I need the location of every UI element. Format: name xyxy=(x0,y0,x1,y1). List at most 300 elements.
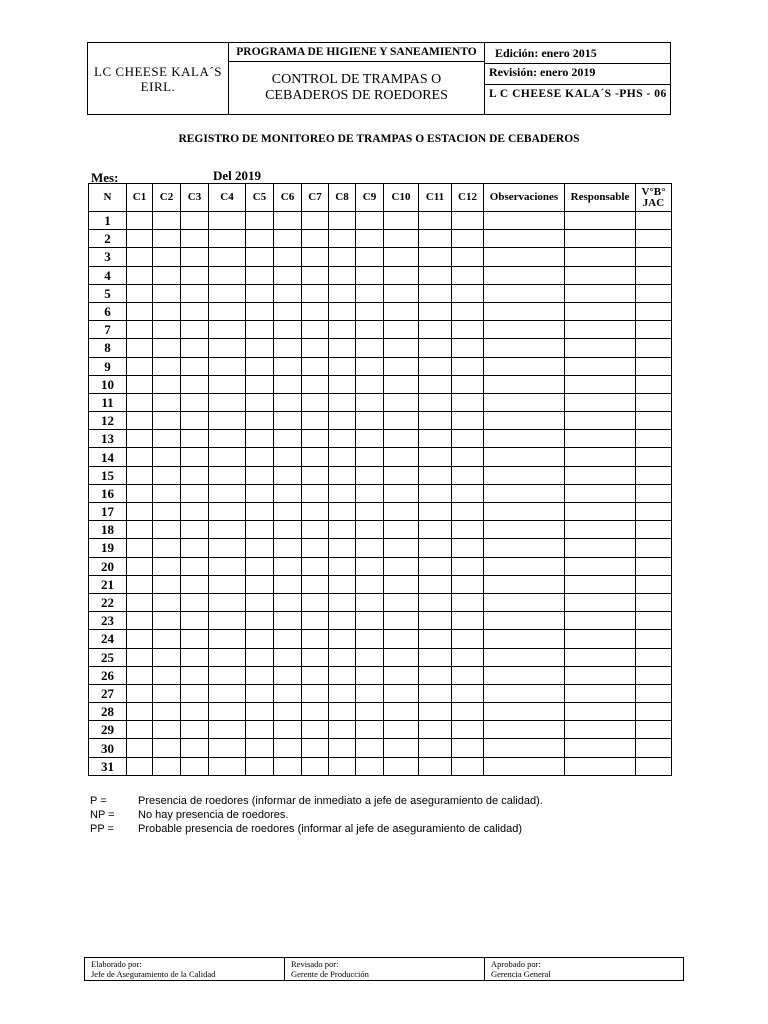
entry-cell[interactable] xyxy=(384,539,419,557)
entry-cell[interactable] xyxy=(153,684,181,702)
entry-cell[interactable] xyxy=(452,484,484,502)
entry-cell[interactable] xyxy=(181,393,209,411)
entry-cell[interactable] xyxy=(452,575,484,593)
entry-cell[interactable] xyxy=(419,539,452,557)
entry-cell[interactable] xyxy=(329,521,356,539)
entry-cell[interactable] xyxy=(329,466,356,484)
entry-cell[interactable] xyxy=(452,557,484,575)
entry-cell[interactable] xyxy=(452,302,484,320)
entry-cell[interactable] xyxy=(246,521,274,539)
entry-cell[interactable] xyxy=(153,448,181,466)
entry-cell[interactable] xyxy=(127,284,153,302)
entry-cell[interactable] xyxy=(384,557,419,575)
entry-cell[interactable] xyxy=(329,648,356,666)
entry-cell[interactable] xyxy=(246,284,274,302)
entry-cell[interactable] xyxy=(209,593,246,611)
entry-cell[interactable] xyxy=(484,648,565,666)
entry-cell[interactable] xyxy=(246,630,274,648)
entry-cell[interactable] xyxy=(356,739,384,757)
entry-cell[interactable] xyxy=(209,739,246,757)
entry-cell[interactable] xyxy=(419,466,452,484)
entry-cell[interactable] xyxy=(636,593,672,611)
entry-cell[interactable] xyxy=(384,321,419,339)
entry-cell[interactable] xyxy=(636,448,672,466)
entry-cell[interactable] xyxy=(246,575,274,593)
entry-cell[interactable] xyxy=(484,466,565,484)
entry-cell[interactable] xyxy=(636,375,672,393)
entry-cell[interactable] xyxy=(452,539,484,557)
entry-cell[interactable] xyxy=(636,630,672,648)
entry-cell[interactable] xyxy=(565,375,636,393)
entry-cell[interactable] xyxy=(419,757,452,775)
entry-cell[interactable] xyxy=(356,412,384,430)
entry-cell[interactable] xyxy=(384,739,419,757)
entry-cell[interactable] xyxy=(329,684,356,702)
entry-cell[interactable] xyxy=(302,430,329,448)
entry-cell[interactable] xyxy=(356,375,384,393)
entry-cell[interactable] xyxy=(329,630,356,648)
entry-cell[interactable] xyxy=(565,321,636,339)
entry-cell[interactable] xyxy=(329,357,356,375)
entry-cell[interactable] xyxy=(181,212,209,230)
entry-cell[interactable] xyxy=(484,630,565,648)
entry-cell[interactable] xyxy=(484,266,565,284)
entry-cell[interactable] xyxy=(452,393,484,411)
entry-cell[interactable] xyxy=(274,266,302,284)
entry-cell[interactable] xyxy=(636,721,672,739)
entry-cell[interactable] xyxy=(329,430,356,448)
entry-cell[interactable] xyxy=(636,648,672,666)
entry-cell[interactable] xyxy=(127,503,153,521)
entry-cell[interactable] xyxy=(127,266,153,284)
entry-cell[interactable] xyxy=(127,375,153,393)
entry-cell[interactable] xyxy=(452,284,484,302)
entry-cell[interactable] xyxy=(209,412,246,430)
entry-cell[interactable] xyxy=(356,648,384,666)
entry-cell[interactable] xyxy=(565,284,636,302)
entry-cell[interactable] xyxy=(384,684,419,702)
entry-cell[interactable] xyxy=(419,684,452,702)
entry-cell[interactable] xyxy=(274,593,302,611)
entry-cell[interactable] xyxy=(302,648,329,666)
entry-cell[interactable] xyxy=(127,757,153,775)
entry-cell[interactable] xyxy=(384,521,419,539)
entry-cell[interactable] xyxy=(127,302,153,320)
entry-cell[interactable] xyxy=(452,448,484,466)
entry-cell[interactable] xyxy=(302,721,329,739)
entry-cell[interactable] xyxy=(329,575,356,593)
entry-cell[interactable] xyxy=(384,248,419,266)
entry-cell[interactable] xyxy=(246,230,274,248)
entry-cell[interactable] xyxy=(153,703,181,721)
entry-cell[interactable] xyxy=(127,521,153,539)
entry-cell[interactable] xyxy=(329,266,356,284)
entry-cell[interactable] xyxy=(419,266,452,284)
entry-cell[interactable] xyxy=(209,302,246,320)
entry-cell[interactable] xyxy=(356,684,384,702)
entry-cell[interactable] xyxy=(419,430,452,448)
entry-cell[interactable] xyxy=(302,448,329,466)
entry-cell[interactable] xyxy=(246,684,274,702)
entry-cell[interactable] xyxy=(565,557,636,575)
entry-cell[interactable] xyxy=(181,466,209,484)
entry-cell[interactable] xyxy=(565,648,636,666)
entry-cell[interactable] xyxy=(181,648,209,666)
entry-cell[interactable] xyxy=(329,339,356,357)
entry-cell[interactable] xyxy=(209,503,246,521)
entry-cell[interactable] xyxy=(419,648,452,666)
entry-cell[interactable] xyxy=(181,703,209,721)
entry-cell[interactable] xyxy=(181,666,209,684)
entry-cell[interactable] xyxy=(484,448,565,466)
entry-cell[interactable] xyxy=(246,503,274,521)
entry-cell[interactable] xyxy=(452,266,484,284)
entry-cell[interactable] xyxy=(565,484,636,502)
entry-cell[interactable] xyxy=(246,248,274,266)
entry-cell[interactable] xyxy=(452,757,484,775)
entry-cell[interactable] xyxy=(274,430,302,448)
entry-cell[interactable] xyxy=(181,612,209,630)
entry-cell[interactable] xyxy=(636,484,672,502)
entry-cell[interactable] xyxy=(419,284,452,302)
entry-cell[interactable] xyxy=(356,503,384,521)
entry-cell[interactable] xyxy=(127,212,153,230)
entry-cell[interactable] xyxy=(356,230,384,248)
entry-cell[interactable] xyxy=(384,412,419,430)
entry-cell[interactable] xyxy=(127,412,153,430)
entry-cell[interactable] xyxy=(384,357,419,375)
entry-cell[interactable] xyxy=(452,648,484,666)
entry-cell[interactable] xyxy=(302,484,329,502)
entry-cell[interactable] xyxy=(329,503,356,521)
entry-cell[interactable] xyxy=(246,321,274,339)
entry-cell[interactable] xyxy=(356,593,384,611)
entry-cell[interactable] xyxy=(565,393,636,411)
entry-cell[interactable] xyxy=(636,539,672,557)
entry-cell[interactable] xyxy=(636,284,672,302)
entry-cell[interactable] xyxy=(153,757,181,775)
entry-cell[interactable] xyxy=(356,302,384,320)
entry-cell[interactable] xyxy=(246,466,274,484)
entry-cell[interactable] xyxy=(452,430,484,448)
entry-cell[interactable] xyxy=(452,739,484,757)
entry-cell[interactable] xyxy=(484,484,565,502)
entry-cell[interactable] xyxy=(246,357,274,375)
entry-cell[interactable] xyxy=(302,302,329,320)
entry-cell[interactable] xyxy=(246,412,274,430)
entry-cell[interactable] xyxy=(484,284,565,302)
entry-cell[interactable] xyxy=(384,284,419,302)
entry-cell[interactable] xyxy=(356,466,384,484)
entry-cell[interactable] xyxy=(127,612,153,630)
entry-cell[interactable] xyxy=(565,339,636,357)
entry-cell[interactable] xyxy=(302,503,329,521)
entry-cell[interactable] xyxy=(356,539,384,557)
entry-cell[interactable] xyxy=(274,612,302,630)
entry-cell[interactable] xyxy=(384,484,419,502)
entry-cell[interactable] xyxy=(209,393,246,411)
entry-cell[interactable] xyxy=(209,212,246,230)
entry-cell[interactable] xyxy=(356,575,384,593)
entry-cell[interactable] xyxy=(127,703,153,721)
entry-cell[interactable] xyxy=(356,393,384,411)
entry-cell[interactable] xyxy=(246,375,274,393)
entry-cell[interactable] xyxy=(565,503,636,521)
entry-cell[interactable] xyxy=(484,703,565,721)
entry-cell[interactable] xyxy=(209,357,246,375)
entry-cell[interactable] xyxy=(565,266,636,284)
entry-cell[interactable] xyxy=(384,393,419,411)
entry-cell[interactable] xyxy=(419,703,452,721)
entry-cell[interactable] xyxy=(127,321,153,339)
entry-cell[interactable] xyxy=(209,757,246,775)
entry-cell[interactable] xyxy=(274,739,302,757)
entry-cell[interactable] xyxy=(384,375,419,393)
entry-cell[interactable] xyxy=(153,593,181,611)
entry-cell[interactable] xyxy=(484,612,565,630)
entry-cell[interactable] xyxy=(636,321,672,339)
entry-cell[interactable] xyxy=(419,230,452,248)
entry-cell[interactable] xyxy=(384,666,419,684)
entry-cell[interactable] xyxy=(153,284,181,302)
entry-cell[interactable] xyxy=(127,248,153,266)
entry-cell[interactable] xyxy=(302,630,329,648)
entry-cell[interactable] xyxy=(127,739,153,757)
entry-cell[interactable] xyxy=(636,357,672,375)
entry-cell[interactable] xyxy=(181,357,209,375)
entry-cell[interactable] xyxy=(153,266,181,284)
entry-cell[interactable] xyxy=(565,302,636,320)
entry-cell[interactable] xyxy=(127,339,153,357)
entry-cell[interactable] xyxy=(274,666,302,684)
entry-cell[interactable] xyxy=(329,484,356,502)
entry-cell[interactable] xyxy=(384,430,419,448)
entry-cell[interactable] xyxy=(302,466,329,484)
entry-cell[interactable] xyxy=(636,212,672,230)
entry-cell[interactable] xyxy=(209,539,246,557)
entry-cell[interactable] xyxy=(302,412,329,430)
entry-cell[interactable] xyxy=(565,248,636,266)
entry-cell[interactable] xyxy=(127,684,153,702)
entry-cell[interactable] xyxy=(302,357,329,375)
entry-cell[interactable] xyxy=(274,684,302,702)
entry-cell[interactable] xyxy=(565,466,636,484)
entry-cell[interactable] xyxy=(329,557,356,575)
entry-cell[interactable] xyxy=(274,375,302,393)
entry-cell[interactable] xyxy=(565,703,636,721)
entry-cell[interactable] xyxy=(153,648,181,666)
entry-cell[interactable] xyxy=(246,757,274,775)
entry-cell[interactable] xyxy=(419,321,452,339)
entry-cell[interactable] xyxy=(419,448,452,466)
entry-cell[interactable] xyxy=(274,703,302,721)
entry-cell[interactable] xyxy=(153,575,181,593)
entry-cell[interactable] xyxy=(329,757,356,775)
entry-cell[interactable] xyxy=(329,448,356,466)
entry-cell[interactable] xyxy=(246,612,274,630)
entry-cell[interactable] xyxy=(484,575,565,593)
entry-cell[interactable] xyxy=(452,721,484,739)
entry-cell[interactable] xyxy=(356,521,384,539)
entry-cell[interactable] xyxy=(302,375,329,393)
entry-cell[interactable] xyxy=(356,557,384,575)
entry-cell[interactable] xyxy=(329,593,356,611)
entry-cell[interactable] xyxy=(153,612,181,630)
entry-cell[interactable] xyxy=(419,739,452,757)
entry-cell[interactable] xyxy=(302,612,329,630)
entry-cell[interactable] xyxy=(209,703,246,721)
entry-cell[interactable] xyxy=(302,321,329,339)
entry-cell[interactable] xyxy=(419,212,452,230)
entry-cell[interactable] xyxy=(452,593,484,611)
entry-cell[interactable] xyxy=(484,593,565,611)
entry-cell[interactable] xyxy=(419,630,452,648)
entry-cell[interactable] xyxy=(452,321,484,339)
entry-cell[interactable] xyxy=(484,302,565,320)
entry-cell[interactable] xyxy=(384,339,419,357)
entry-cell[interactable] xyxy=(484,357,565,375)
entry-cell[interactable] xyxy=(636,666,672,684)
entry-cell[interactable] xyxy=(452,503,484,521)
entry-cell[interactable] xyxy=(636,575,672,593)
entry-cell[interactable] xyxy=(181,266,209,284)
entry-cell[interactable] xyxy=(419,339,452,357)
entry-cell[interactable] xyxy=(329,375,356,393)
entry-cell[interactable] xyxy=(452,630,484,648)
entry-cell[interactable] xyxy=(274,630,302,648)
entry-cell[interactable] xyxy=(181,521,209,539)
entry-cell[interactable] xyxy=(565,684,636,702)
entry-cell[interactable] xyxy=(384,630,419,648)
entry-cell[interactable] xyxy=(484,212,565,230)
entry-cell[interactable] xyxy=(209,557,246,575)
entry-cell[interactable] xyxy=(636,703,672,721)
entry-cell[interactable] xyxy=(329,539,356,557)
entry-cell[interactable] xyxy=(153,412,181,430)
entry-cell[interactable] xyxy=(274,503,302,521)
entry-cell[interactable] xyxy=(636,739,672,757)
entry-cell[interactable] xyxy=(302,393,329,411)
entry-cell[interactable] xyxy=(565,593,636,611)
entry-cell[interactable] xyxy=(274,721,302,739)
entry-cell[interactable] xyxy=(356,612,384,630)
entry-cell[interactable] xyxy=(356,703,384,721)
entry-cell[interactable] xyxy=(181,503,209,521)
entry-cell[interactable] xyxy=(636,466,672,484)
entry-cell[interactable] xyxy=(209,648,246,666)
entry-cell[interactable] xyxy=(302,521,329,539)
entry-cell[interactable] xyxy=(419,357,452,375)
entry-cell[interactable] xyxy=(329,721,356,739)
entry-cell[interactable] xyxy=(209,230,246,248)
entry-cell[interactable] xyxy=(246,302,274,320)
entry-cell[interactable] xyxy=(636,430,672,448)
entry-cell[interactable] xyxy=(484,666,565,684)
entry-cell[interactable] xyxy=(153,466,181,484)
entry-cell[interactable] xyxy=(452,375,484,393)
entry-cell[interactable] xyxy=(127,648,153,666)
entry-cell[interactable] xyxy=(565,721,636,739)
entry-cell[interactable] xyxy=(419,612,452,630)
entry-cell[interactable] xyxy=(209,721,246,739)
entry-cell[interactable] xyxy=(452,521,484,539)
entry-cell[interactable] xyxy=(356,666,384,684)
entry-cell[interactable] xyxy=(636,521,672,539)
entry-cell[interactable] xyxy=(274,339,302,357)
entry-cell[interactable] xyxy=(484,248,565,266)
entry-cell[interactable] xyxy=(153,375,181,393)
entry-cell[interactable] xyxy=(209,248,246,266)
entry-cell[interactable] xyxy=(153,321,181,339)
entry-cell[interactable] xyxy=(329,302,356,320)
entry-cell[interactable] xyxy=(329,393,356,411)
entry-cell[interactable] xyxy=(356,321,384,339)
entry-cell[interactable] xyxy=(636,248,672,266)
entry-cell[interactable] xyxy=(181,375,209,393)
entry-cell[interactable] xyxy=(181,539,209,557)
entry-cell[interactable] xyxy=(153,539,181,557)
entry-cell[interactable] xyxy=(384,575,419,593)
entry-cell[interactable] xyxy=(246,484,274,502)
entry-cell[interactable] xyxy=(153,521,181,539)
entry-cell[interactable] xyxy=(484,757,565,775)
entry-cell[interactable] xyxy=(484,230,565,248)
entry-cell[interactable] xyxy=(246,430,274,448)
entry-cell[interactable] xyxy=(153,503,181,521)
entry-cell[interactable] xyxy=(356,266,384,284)
entry-cell[interactable] xyxy=(246,703,274,721)
entry-cell[interactable] xyxy=(302,212,329,230)
entry-cell[interactable] xyxy=(565,357,636,375)
entry-cell[interactable] xyxy=(565,230,636,248)
entry-cell[interactable] xyxy=(302,339,329,357)
entry-cell[interactable] xyxy=(419,721,452,739)
entry-cell[interactable] xyxy=(452,357,484,375)
entry-cell[interactable] xyxy=(302,593,329,611)
entry-cell[interactable] xyxy=(329,230,356,248)
entry-cell[interactable] xyxy=(452,248,484,266)
entry-cell[interactable] xyxy=(419,557,452,575)
entry-cell[interactable] xyxy=(127,393,153,411)
entry-cell[interactable] xyxy=(565,666,636,684)
entry-cell[interactable] xyxy=(452,212,484,230)
entry-cell[interactable] xyxy=(636,302,672,320)
entry-cell[interactable] xyxy=(181,721,209,739)
entry-cell[interactable] xyxy=(209,284,246,302)
entry-cell[interactable] xyxy=(384,648,419,666)
entry-cell[interactable] xyxy=(274,284,302,302)
entry-cell[interactable] xyxy=(329,703,356,721)
entry-cell[interactable] xyxy=(419,248,452,266)
entry-cell[interactable] xyxy=(246,393,274,411)
entry-cell[interactable] xyxy=(565,212,636,230)
entry-cell[interactable] xyxy=(356,448,384,466)
entry-cell[interactable] xyxy=(209,266,246,284)
entry-cell[interactable] xyxy=(274,248,302,266)
entry-cell[interactable] xyxy=(274,302,302,320)
entry-cell[interactable] xyxy=(246,648,274,666)
entry-cell[interactable] xyxy=(181,339,209,357)
entry-cell[interactable] xyxy=(153,339,181,357)
entry-cell[interactable] xyxy=(419,521,452,539)
entry-cell[interactable] xyxy=(419,302,452,320)
entry-cell[interactable] xyxy=(302,739,329,757)
entry-cell[interactable] xyxy=(274,757,302,775)
entry-cell[interactable] xyxy=(484,721,565,739)
entry-cell[interactable] xyxy=(302,703,329,721)
entry-cell[interactable] xyxy=(384,230,419,248)
entry-cell[interactable] xyxy=(127,466,153,484)
